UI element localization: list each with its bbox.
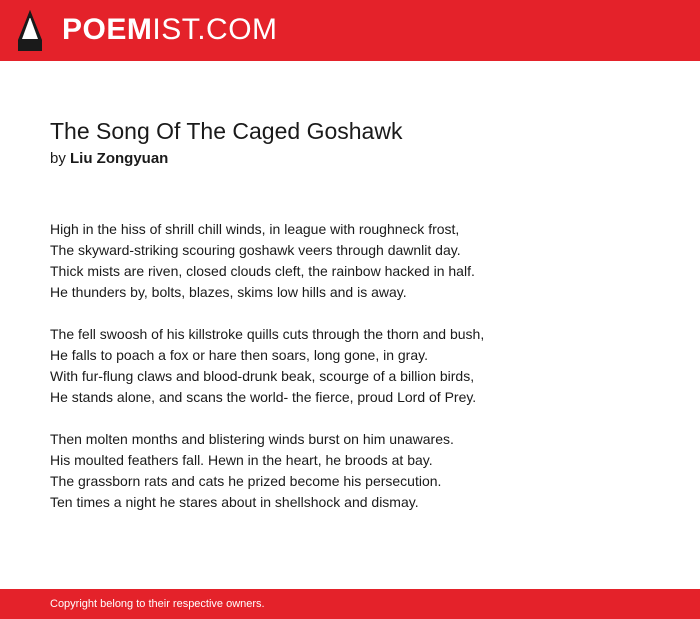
byline <box>50 149 168 169</box>
stanza <box>50 429 670 513</box>
poem-title: The Song Of The Caged Goshawk <box>50 118 403 144</box>
poem-line: Thick mists are riven, closed clouds cleft, the rainbow hacked in half. <box>50 263 475 279</box>
author-name[interactable]: Liu Zongyuan <box>70 150 169 167</box>
poem-line: Then molten months and blistering winds burst on him unawares. <box>50 431 454 447</box>
poem-body <box>50 219 670 534</box>
poem-line: He stands alone, and scans the world- the fierce, proud Lord of Prey. <box>50 389 477 405</box>
by-label: by <box>50 150 66 167</box>
poem-line: With fur-flung claws and blood-drunk beak, scourge of a billion birds, <box>50 368 475 384</box>
stanza <box>50 324 670 408</box>
site-footer <box>0 589 700 619</box>
brand-light: IST.COM <box>152 13 278 46</box>
site-header <box>0 0 700 61</box>
brand-bold: POEM <box>62 13 153 46</box>
poem-line: The skyward-striking scouring goshawk veers through dawnlit day. <box>50 242 461 258</box>
stanza <box>50 219 670 303</box>
poem-line: Ten times a night he stares about in shellshock and dismay. <box>50 494 419 510</box>
poem-line: He falls to poach a fox or hare then soars, long gone, in gray. <box>50 347 428 363</box>
pencil-tip-icon[interactable] <box>18 10 42 51</box>
poem-line: High in the hiss of shrill chill winds, in league with roughneck frost, <box>50 221 460 237</box>
site-logo-text[interactable] <box>62 13 278 47</box>
poem-line: The fell swoosh of his killstroke quills cuts through the thorn and bush, <box>50 326 485 342</box>
poem-line: The grassborn rats and cats he prized become his persecution. <box>50 473 442 489</box>
poem-line: His moulted feathers fall. Hewn in the heart, he broods at bay. <box>50 452 433 468</box>
poem-line: He thunders by, bolts, blazes, skims low hills and is away. <box>50 284 407 300</box>
copyright-notice: Copyright belong to their respective owners. <box>50 598 265 610</box>
